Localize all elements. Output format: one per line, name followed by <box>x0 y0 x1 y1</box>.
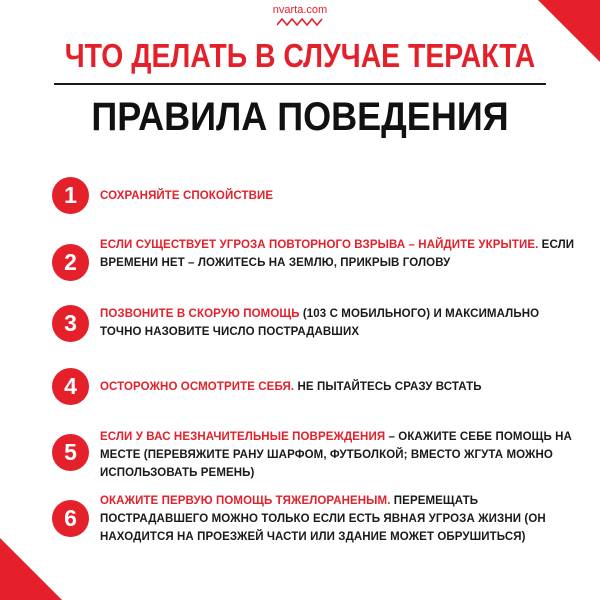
rule-number-badge: 5 <box>52 434 89 471</box>
rule-text <box>100 236 580 272</box>
zigzag-ornament-icon <box>277 18 323 26</box>
rule-text <box>100 492 580 546</box>
rule-number-badge: 1 <box>52 177 89 214</box>
corner-triangle-bottom-left <box>0 538 62 600</box>
rule-body: НЕ ПЫТАЙТЕСЬ СРАЗУ ВСТАТЬ <box>294 381 482 393</box>
rule-highlight: ОСТОРОЖНО ОСМОТРИТЕ СЕБЯ. <box>100 381 295 393</box>
rule-number-badge: 4 <box>52 368 89 405</box>
headline-what-to-do: ЧТО ДЕЛАТЬ В СЛУЧАЕ ТЕРАКТА <box>64 37 536 74</box>
rule-text <box>100 378 580 396</box>
rule-highlight: ПОЗВОНИТЕ В СКОРУЮ ПОМОЩЬ <box>100 308 300 320</box>
rule-text <box>100 187 580 205</box>
title-divider <box>54 83 546 85</box>
rule-number-badge: 2 <box>52 244 89 281</box>
rule-text <box>100 305 580 341</box>
rule-body: – ОКАЖИТЕ СЕБЕ ПОМОЩЬ НА МЕСТЕ (ПЕРЕВЯЖИТЕ РАНУ ШАРФОМ, ФУТБОЛКОЙ; ВМЕСТО ЖГУТА МОЖНО ИСПОЛЬЗОВАТЬ РЕМЕНЬ) <box>100 431 572 479</box>
rule-highlight: ОКАЖИТЕ ПЕРВУЮ ПОМОЩЬ ТЯЖЕЛОРАНЕНЫМ. <box>100 495 391 507</box>
rule-body: ПЕРЕМЕЩАТЬ ПОСТРАДАВШЕГО МОЖНО ТОЛЬКО ЕСЛИ ЕСТЬ ЯВНАЯ УГРОЗА ЖИЗНИ (ОН НАХОДИТСЯ НА ПРОЕЗЖЕЙ ЧАСТИ ИЛИ ЗДАНИЕ МОЖЕТ ОБРУШИТЬСЯ) <box>100 495 546 543</box>
rule-number-badge: 3 <box>52 305 89 342</box>
rule-number-badge: 6 <box>52 500 89 537</box>
headline-rules-of-conduct: ПРАВИЛА ПОВЕДЕНИЯ <box>91 95 509 139</box>
rule-body: (103 С МОБИЛЬНОГО) И МАКСИМАЛЬНО ТОЧНО НАЗОВИТЕ ЧИСЛО ПОСТРАДАВШИХ <box>100 308 540 338</box>
rule-highlight: ЕСЛИ СУЩЕСТВУЕТ УГРОЗА ПОВТОРНОГО ВЗРЫВА – НАЙДИТЕ УКРЫТИЕ. <box>100 239 539 251</box>
brand-logo-text: nvarta.com <box>272 4 328 16</box>
rule-text <box>100 428 580 482</box>
rule-body: ЕСЛИ ВРЕМЕНИ НЕТ – ЛОЖИТЕСЬ НА ЗЕМЛЮ, ПРИКРЫВ ГОЛОВУ <box>100 239 575 269</box>
rule-highlight: ЕСЛИ У ВАС НЕЗНАЧИТЕЛЬНЫЕ ПОВРЕЖДЕНИЯ <box>100 431 386 443</box>
rule-highlight: СОХРАНЯЙТЕ СПОКОЙСТВИЕ <box>100 190 274 202</box>
